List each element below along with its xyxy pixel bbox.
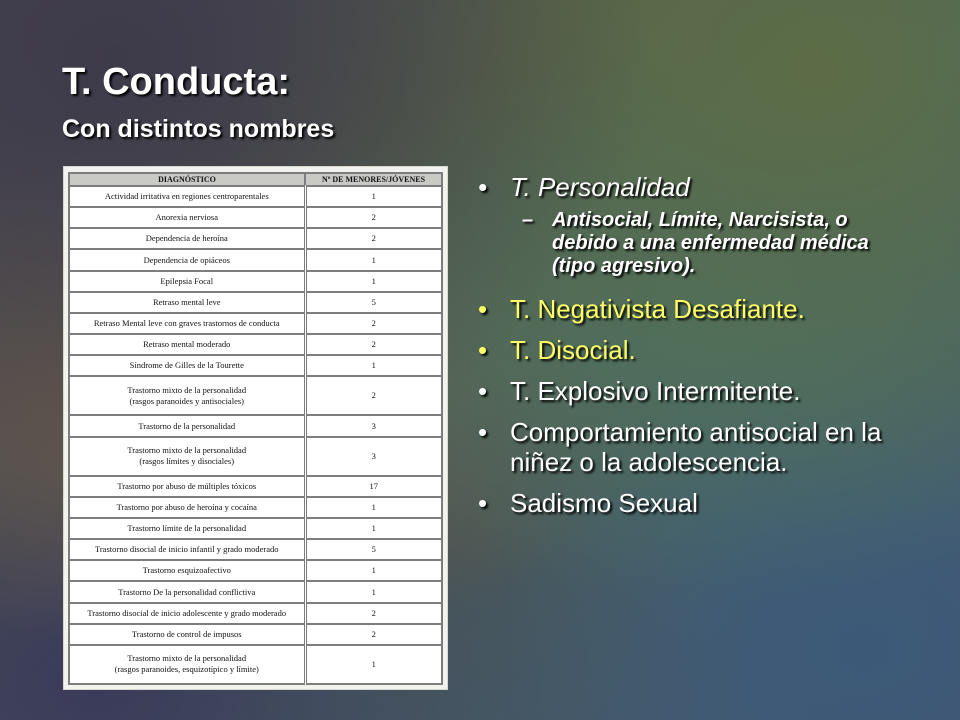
table-row (69, 581, 442, 602)
diagnosis-cell: Trastorno de control de impusos (69, 624, 305, 645)
count-cell: 5 (305, 539, 442, 560)
bullet-text: T. Personalidad (510, 172, 690, 202)
table-row (69, 355, 442, 376)
bullet-icon: • (478, 376, 488, 406)
count-cell: 2 (305, 603, 442, 624)
count-cell: 2 (305, 624, 442, 645)
diagnosis-cell: Anorexia nerviosa (69, 207, 305, 228)
diagnosis-cell: Trastorno de la personalidad (69, 415, 305, 436)
table-row (69, 292, 442, 313)
diagnosis-cell (69, 376, 305, 415)
diagnosis-cell: Trastorno disocial de inicio adolescente y grado moderado (69, 603, 305, 624)
diagnosis-cell: Dependencia de opiáceos (69, 249, 305, 270)
table-row (69, 645, 442, 684)
count-cell: 2 (305, 334, 442, 355)
bullet-text: T. Negativista Desafiante. (510, 294, 805, 324)
count-cell: 3 (305, 437, 442, 476)
diagnosis-line: (rasgos límites y disociales) (139, 456, 235, 467)
bullet-text: T. Disocial. (510, 335, 636, 365)
table-row (69, 603, 442, 624)
bullet-item-negativista (474, 294, 914, 324)
table-row (69, 249, 442, 270)
count-cell: 1 (305, 581, 442, 602)
count-cell: 1 (305, 186, 442, 207)
count-cell: 5 (305, 292, 442, 313)
diagnosis-cell: Trastorno por abuso de heroína y cocaína (69, 497, 305, 518)
diagnosis-table-image (63, 166, 448, 690)
table-row (69, 271, 442, 292)
diagnosis-cell: Retraso mental leve (69, 292, 305, 313)
count-cell: 2 (305, 228, 442, 249)
diagnosis-cell: Trastorno por abuso de múltiples tóxicos (69, 476, 305, 497)
count-cell: 2 (305, 313, 442, 334)
bullet-item-disocial (474, 335, 914, 365)
bullet-icon: • (478, 294, 488, 324)
bullet-item-explosivo (474, 376, 914, 406)
diagnosis-table (68, 172, 443, 685)
count-cell: 1 (305, 645, 442, 684)
count-cell: 1 (305, 560, 442, 581)
table-row (69, 560, 442, 581)
bullet-item-antisocial (474, 417, 914, 477)
bullet-list (474, 172, 914, 529)
diagnosis-cell: Trastorno límite de la personalidad (69, 518, 305, 539)
table-header-row (69, 173, 442, 186)
diagnosis-cell (69, 645, 305, 684)
diagnosis-line: (rasgos paranoides, esquizotípico y límite) (114, 664, 259, 675)
diagnosis-cell: Trastorno esquizoafectivo (69, 560, 305, 581)
count-cell: 1 (305, 497, 442, 518)
table-row (69, 518, 442, 539)
bullet-item-personalidad (474, 172, 914, 202)
diagnosis-cell: Síndrome de Gilles de la Tourette (69, 355, 305, 376)
diagnosis-line: Trastorno mixto de la personalidad (127, 653, 247, 664)
diagnosis-cell (69, 437, 305, 476)
diagnosis-cell: Trastorno De la personalidad conflictiva (69, 581, 305, 602)
count-cell: 2 (305, 207, 442, 228)
count-cell: 1 (305, 518, 442, 539)
diagnosis-cell: Epilepsia Focal (69, 271, 305, 292)
bullet-item-sadismo (474, 488, 914, 518)
table-row (69, 415, 442, 436)
table-row (69, 313, 442, 334)
sub-bullet-item (474, 209, 914, 278)
diagnosis-line: Trastorno mixto de la personalidad (127, 384, 247, 395)
bullet-text: T. Explosivo Intermitente. (510, 376, 801, 406)
count-cell: 2 (305, 376, 442, 415)
column-header-count: Nº DE MENORES/JÓVENES (305, 173, 442, 186)
count-cell: 1 (305, 271, 442, 292)
table-row (69, 624, 442, 645)
column-header-diagnosis: DIAGNÓSTICO (69, 173, 305, 186)
table-row (69, 376, 442, 415)
count-cell: 3 (305, 415, 442, 436)
slide-subtitle: Con distintos nombres (62, 115, 335, 143)
slide-title: T. Conducta: (62, 61, 290, 103)
bullet-icon: • (478, 335, 488, 365)
diagnosis-cell: Dependencia de heroína (69, 228, 305, 249)
dash-icon: – (522, 209, 534, 231)
diagnosis-cell: Actividad irritativa en regiones centroparentales (69, 186, 305, 207)
table-row (69, 497, 442, 518)
table-row (69, 186, 442, 207)
bullet-icon: • (478, 417, 488, 447)
table-row (69, 539, 442, 560)
sub-bullet-text: Antisocial, Límite, Narcisista, o debido a una enfermedad médica (tipo agresivo). (552, 209, 869, 277)
table-row (69, 228, 442, 249)
table-row (69, 437, 442, 476)
count-cell: 17 (305, 476, 442, 497)
diagnosis-line: (rasgos paranoides y antisociales) (129, 395, 244, 406)
bullet-icon: • (478, 488, 488, 518)
count-cell: 1 (305, 249, 442, 270)
table-row (69, 334, 442, 355)
diagnosis-cell: Retraso Mental leve con graves trastornos de conducta (69, 313, 305, 334)
table-row (69, 207, 442, 228)
bullet-text: Sadismo Sexual (510, 488, 698, 518)
diagnosis-line: Trastorno mixto de la personalidad (127, 445, 247, 456)
diagnosis-cell: Trastorno disocial de inicio infantil y grado moderado (69, 539, 305, 560)
count-cell: 1 (305, 355, 442, 376)
table-row (69, 476, 442, 497)
bullet-text: Comportamiento antisocial en la niñez o la adolescencia. (510, 417, 882, 477)
diagnosis-cell: Retraso mental moderado (69, 334, 305, 355)
bullet-icon: • (478, 172, 488, 202)
